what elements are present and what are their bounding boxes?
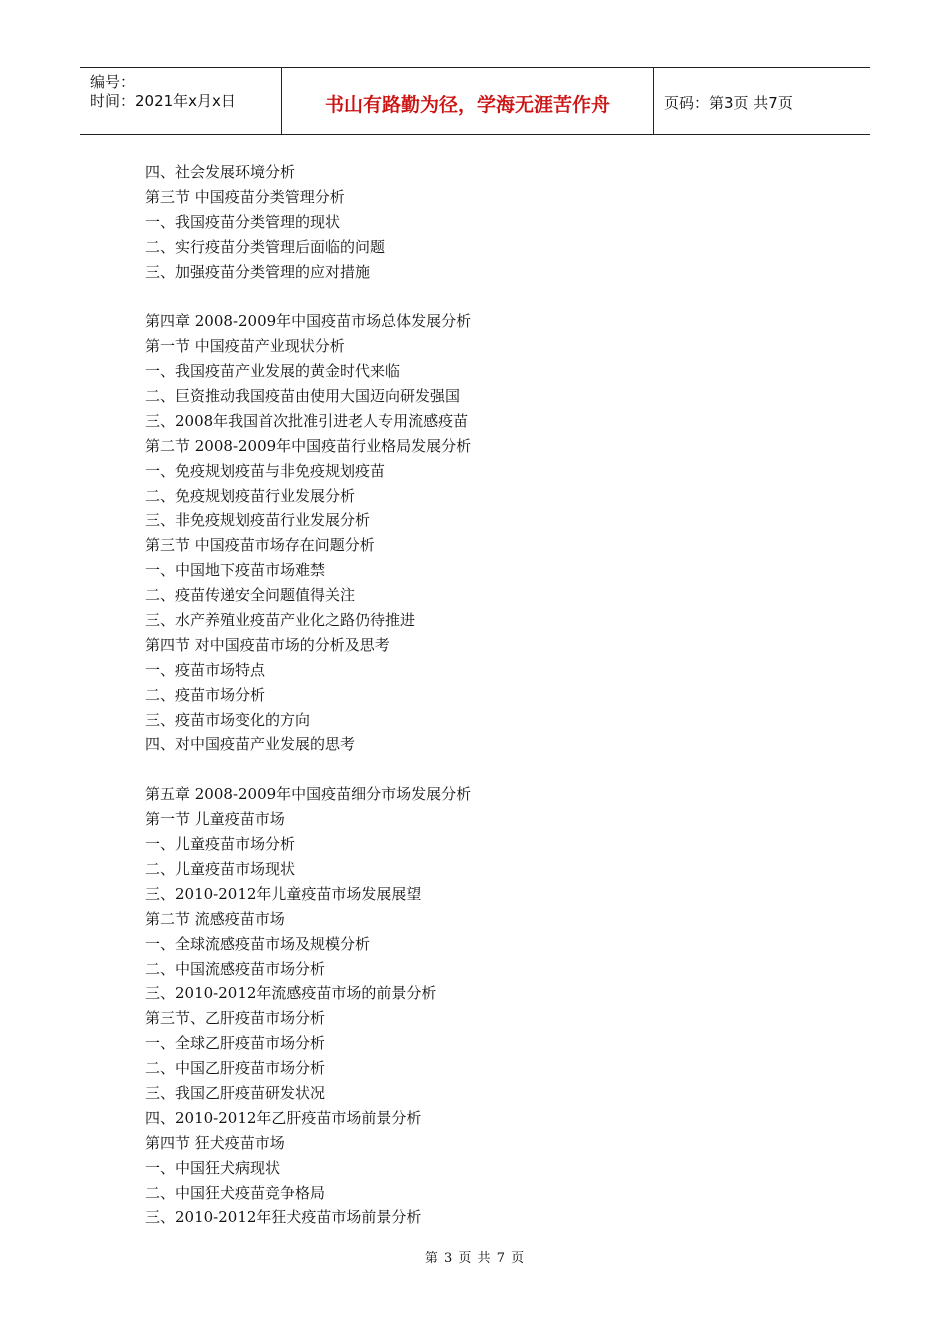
header-motto: 书山有路勤为径，学海无涯苦作舟 [324, 94, 610, 116]
toc-entry: 第三节 中国疫苗市场存在问题分析 [145, 536, 375, 555]
header-info-cell [80, 68, 282, 134]
toc-entry: 第三节 中国疫苗分类管理分析 [145, 187, 345, 206]
toc-entry: 一、中国狂犬病现状 [145, 1158, 281, 1177]
toc-entry: 一、儿童疫苗市场分析 [145, 835, 296, 854]
toc-entry: 三、非免疫规划疫苗行业发展分析 [145, 511, 371, 530]
page-footer: 第 3 页 共 7 页 [424, 1251, 526, 1266]
toc-entry: 三、2010-2012年狂犬疫苗市场前景分析 [145, 1208, 422, 1227]
toc-entry: 第二节 2008-2009年中国疫苗行业格局发展分析 [145, 436, 472, 455]
toc-entry: 第四节 狂犬疫苗市场 [145, 1133, 285, 1152]
toc-entry: 第四章 2008-2009年中国疫苗市场总体发展分析 [145, 312, 472, 331]
toc-entry: 二、儿童疫苗市场现状 [145, 859, 296, 878]
toc-entry: 第一节 儿童疫苗市场 [145, 810, 285, 829]
toc-entry: 第二节 流感疫苗市场 [145, 909, 285, 928]
toc-entry: 第一节 中国疫苗产业现状分析 [145, 337, 345, 356]
header-page-number: 页码：第3页 共7页 [664, 94, 793, 112]
toc-entry: 三、水产养殖业疫苗产业化之路仍待推进 [145, 611, 416, 630]
toc-entry: 一、免疫规划疫苗与非免疫规划疫苗 [145, 461, 386, 480]
header-page-cell [654, 68, 870, 134]
toc-entry: 二、巨资推动我国疫苗由使用大国迈向研发强国 [145, 387, 461, 406]
toc-entry: 二、实行疫苗分类管理后面临的问题 [145, 237, 386, 256]
toc-entry: 三、疫苗市场变化的方向 [145, 710, 311, 729]
toc-entry: 三、2010-2012年流感疫苗市场的前景分析 [145, 984, 437, 1003]
toc-entry: 一、全球流感疫苗市场及规模分析 [145, 934, 371, 953]
toc-entry: 三、我国乙肝疫苗研发状况 [145, 1083, 326, 1102]
toc-entry: 三、2008年我国首次批准引进老人专用流感疫苗 [145, 411, 469, 430]
toc-entry: 第三节、乙肝疫苗市场分析 [145, 1009, 326, 1028]
toc-entry: 三、2010-2012年儿童疫苗市场发展展望 [145, 884, 422, 903]
document-time-label: 时间：2021年x月x日 [90, 92, 236, 110]
toc-entry: 四、社会发展环境分析 [145, 163, 296, 181]
toc-entry: 二、中国乙肝疫苗市场分析 [145, 1059, 326, 1078]
header-motto-cell [282, 68, 654, 134]
toc-entry: 一、全球乙肝疫苗市场分析 [145, 1034, 326, 1053]
toc-spacer [145, 757, 765, 782]
toc-entry: 二、免疫规划疫苗行业发展分析 [145, 486, 356, 505]
toc-entry: 四、对中国疫苗产业发展的思考 [145, 735, 356, 754]
toc-entry: 二、疫苗市场分析 [145, 685, 266, 704]
toc-entry: 三、加强疫苗分类管理的应对措施 [145, 262, 371, 281]
document-code-label: 编号： [90, 73, 136, 91]
toc-entry: 四、2010-2012年乙肝疫苗市场前景分析 [145, 1108, 422, 1127]
page-header [80, 67, 870, 135]
toc-entry: 一、疫苗市场特点 [145, 660, 266, 679]
toc-entry: 二、中国狂犬疫苗竞争格局 [145, 1183, 326, 1202]
toc-entry: 一、中国地下疫苗市场难禁 [145, 561, 326, 580]
toc-entry: 二、疫苗传递安全问题值得关注 [145, 586, 356, 605]
toc-entry: 二、中国流感疫苗市场分析 [145, 959, 326, 978]
toc-entry: 一、我国疫苗产业发展的黄金时代来临 [145, 362, 401, 381]
toc-entry: 一、我国疫苗分类管理的现状 [145, 212, 341, 231]
toc-spacer [145, 284, 765, 309]
toc-entry: 第五章 2008-2009年中国疫苗细分市场发展分析 [145, 785, 472, 804]
toc-entry: 第四节 对中国疫苗市场的分析及思考 [145, 635, 390, 654]
table-of-contents [145, 160, 765, 1230]
